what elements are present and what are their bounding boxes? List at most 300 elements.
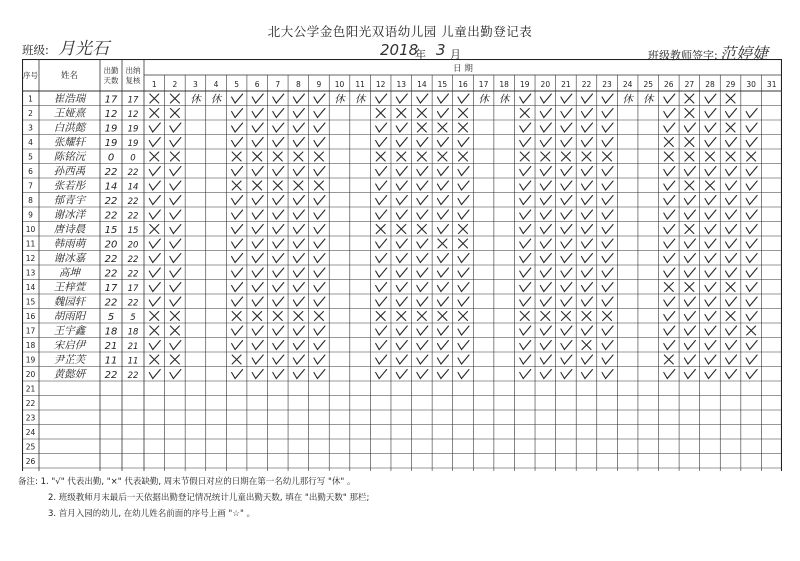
attendance-check-mark bbox=[664, 109, 675, 118]
attendance-check-mark bbox=[376, 268, 387, 277]
row-review-days: 19 bbox=[127, 124, 139, 135]
attendance-check-mark bbox=[520, 138, 531, 147]
attendance-check-mark bbox=[149, 138, 160, 147]
row-name-handwritten: 魏园轩 bbox=[53, 295, 86, 308]
header-day: 12 bbox=[375, 80, 386, 89]
attendance-check-mark bbox=[458, 297, 469, 306]
row-attend-days: 5 bbox=[107, 311, 115, 323]
attendance-check-mark bbox=[458, 341, 469, 350]
attendance-check-mark bbox=[314, 268, 325, 277]
attendance-check-mark bbox=[520, 326, 531, 335]
row-name-handwritten: 孙西禹 bbox=[53, 165, 86, 178]
row-review-days: 22 bbox=[127, 211, 139, 222]
attendance-check-mark bbox=[726, 138, 737, 147]
attendance-check-mark bbox=[561, 254, 572, 263]
holiday-mark: 休 bbox=[210, 93, 222, 106]
attendance-check-mark bbox=[581, 181, 592, 190]
attendance-check-mark bbox=[273, 239, 284, 248]
header-day: 15 bbox=[437, 80, 448, 89]
absence-cross-mark bbox=[685, 283, 694, 292]
attendance-check-mark bbox=[664, 297, 675, 306]
attendance-check-mark bbox=[149, 370, 160, 379]
attendance-check-mark bbox=[149, 123, 160, 132]
attendance-check-mark bbox=[602, 297, 613, 306]
attendance-check-mark bbox=[273, 210, 284, 219]
attendance-check-mark bbox=[581, 254, 592, 263]
attendance-check-mark bbox=[664, 341, 675, 350]
attendance-check-mark bbox=[746, 225, 757, 234]
header-day: 24 bbox=[622, 80, 633, 89]
absence-cross-mark bbox=[603, 312, 612, 321]
header-day: 29 bbox=[725, 80, 736, 89]
attendance-check-mark bbox=[746, 341, 757, 350]
attendance-check-mark bbox=[726, 297, 737, 306]
attendance-check-mark bbox=[293, 283, 304, 292]
attendance-check-mark bbox=[705, 254, 716, 263]
attendance-check-mark bbox=[664, 167, 675, 176]
header-day: 2 bbox=[172, 80, 178, 89]
row-name-handwritten: 高坤 bbox=[59, 266, 80, 279]
row-name-handwritten: 宋启伊 bbox=[53, 339, 86, 352]
attendance-check-mark bbox=[376, 283, 387, 292]
attendance-check-mark bbox=[520, 94, 531, 103]
attendance-check-mark bbox=[705, 123, 716, 132]
month-unit: 月 bbox=[450, 48, 461, 61]
attendance-check-mark bbox=[293, 225, 304, 234]
attendance-check-mark bbox=[273, 254, 284, 263]
attendance-check-mark bbox=[437, 326, 448, 335]
header-review-2: 复核 bbox=[125, 76, 141, 85]
attendance-check-mark bbox=[293, 210, 304, 219]
attendance-check-mark bbox=[561, 297, 572, 306]
absence-cross-mark bbox=[705, 152, 714, 161]
absence-cross-mark bbox=[438, 123, 447, 132]
attendance-check-mark bbox=[437, 138, 448, 147]
attendance-check-mark bbox=[149, 167, 160, 176]
absence-cross-mark bbox=[294, 152, 303, 161]
attendance-check-mark bbox=[437, 370, 448, 379]
header-day: 9 bbox=[316, 80, 322, 89]
absence-cross-mark bbox=[459, 225, 468, 234]
attendance-check-mark bbox=[170, 225, 181, 234]
attendance-check-mark bbox=[252, 355, 263, 364]
attendance-check-mark bbox=[726, 181, 737, 190]
row-seq: 17 bbox=[25, 326, 36, 336]
absence-cross-mark bbox=[232, 312, 241, 321]
header-day: 11 bbox=[355, 80, 365, 89]
attendance-check-mark bbox=[314, 196, 325, 205]
attendance-check-mark bbox=[273, 123, 284, 132]
row-name-handwritten: 唐诗晨 bbox=[53, 223, 86, 236]
absence-cross-mark bbox=[232, 181, 241, 190]
header-day: 13 bbox=[396, 80, 407, 89]
attendance-check-mark bbox=[252, 109, 263, 118]
row-attend-days: 22 bbox=[104, 253, 118, 265]
attendance-check-mark bbox=[314, 355, 325, 364]
absence-cross-mark bbox=[397, 109, 406, 118]
attendance-check-mark bbox=[602, 254, 613, 263]
attendance-check-mark bbox=[561, 123, 572, 132]
attendance-check-mark bbox=[540, 94, 551, 103]
row-review-days: 0 bbox=[130, 153, 136, 164]
attendance-check-mark bbox=[252, 283, 263, 292]
header-day: 31 bbox=[766, 80, 777, 89]
attendance-check-mark bbox=[664, 312, 675, 321]
header-day: 5 bbox=[234, 80, 240, 89]
attendance-check-mark bbox=[520, 239, 531, 248]
header-review-1: 出纳 bbox=[125, 66, 141, 75]
absence-cross-mark bbox=[150, 225, 159, 234]
absence-cross-mark bbox=[561, 152, 570, 161]
attendance-check-mark bbox=[684, 210, 695, 219]
attendance-check-mark bbox=[273, 283, 284, 292]
attendance-check-mark bbox=[273, 341, 284, 350]
attendance-check-mark bbox=[705, 138, 716, 147]
attendance-check-mark bbox=[293, 123, 304, 132]
header-day: 3 bbox=[193, 80, 198, 89]
attendance-check-mark bbox=[170, 297, 181, 306]
attendance-check-mark bbox=[293, 239, 304, 248]
absence-cross-mark bbox=[541, 152, 550, 161]
row-seq: 26 bbox=[25, 456, 36, 466]
attendance-check-mark bbox=[437, 341, 448, 350]
row-name-handwritten: 黄懿妍 bbox=[53, 368, 86, 381]
attendance-check-mark bbox=[273, 297, 284, 306]
attendance-check-mark bbox=[561, 94, 572, 103]
header-day: 23 bbox=[602, 80, 612, 89]
attendance-check-mark bbox=[581, 196, 592, 205]
attendance-check-mark bbox=[252, 138, 263, 147]
holiday-mark: 休 bbox=[190, 93, 201, 106]
attendance-check-mark bbox=[232, 109, 243, 118]
class-name-handwritten: 月光石 bbox=[58, 39, 109, 59]
row-review-days: 19 bbox=[127, 138, 139, 149]
absence-cross-mark bbox=[520, 312, 529, 321]
absence-cross-mark bbox=[376, 152, 385, 161]
row-name-handwritten: 白洪懿 bbox=[53, 121, 86, 134]
attendance-check-mark bbox=[746, 210, 757, 219]
attendance-check-mark bbox=[396, 283, 407, 292]
attendance-check-mark bbox=[581, 109, 592, 118]
attendance-check-mark bbox=[417, 355, 428, 364]
row-name-handwritten: 王娅熹 bbox=[53, 107, 86, 120]
attendance-check-mark bbox=[293, 326, 304, 335]
attendance-check-mark bbox=[273, 326, 284, 335]
row-name-handwritten: 郁青宇 bbox=[53, 194, 86, 207]
attendance-check-mark bbox=[437, 297, 448, 306]
attendance-check-mark bbox=[602, 283, 613, 292]
attendance-check-mark bbox=[602, 225, 613, 234]
attendance-check-mark bbox=[540, 167, 551, 176]
attendance-check-mark bbox=[376, 167, 387, 176]
absence-cross-mark bbox=[726, 283, 735, 292]
attendance-check-mark bbox=[664, 196, 675, 205]
attendance-check-mark bbox=[417, 341, 428, 350]
row-attend-days: 22 bbox=[104, 166, 118, 178]
row-attend-days: 17 bbox=[104, 282, 118, 294]
attendance-check-mark bbox=[664, 181, 675, 190]
attendance-check-mark bbox=[726, 225, 737, 234]
attendance-check-mark bbox=[252, 326, 263, 335]
attendance-check-mark bbox=[376, 254, 387, 263]
row-seq: 12 bbox=[25, 253, 36, 263]
attendance-check-mark bbox=[705, 196, 716, 205]
attendance-check-mark bbox=[520, 254, 531, 263]
header-day: 21 bbox=[561, 80, 571, 89]
month-handwritten: 3 bbox=[436, 41, 446, 59]
row-review-days: 15 bbox=[127, 225, 139, 236]
attendance-check-mark bbox=[684, 326, 695, 335]
attendance-check-mark bbox=[705, 341, 716, 350]
attendance-check-mark bbox=[602, 370, 613, 379]
attendance-check-mark bbox=[314, 254, 325, 263]
attendance-check-mark bbox=[252, 123, 263, 132]
attendance-check-mark bbox=[726, 109, 737, 118]
attendance-check-mark bbox=[458, 167, 469, 176]
attendance-check-mark bbox=[726, 254, 737, 263]
row-name-handwritten: 崔浩瑞 bbox=[53, 92, 86, 105]
attendance-check-mark bbox=[396, 181, 407, 190]
attendance-check-mark bbox=[149, 239, 160, 248]
absence-cross-mark bbox=[685, 94, 694, 103]
attendance-check-mark bbox=[314, 297, 325, 306]
attendance-check-mark bbox=[561, 181, 572, 190]
attendance-check-mark bbox=[602, 123, 613, 132]
attendance-check-mark bbox=[437, 225, 448, 234]
absence-cross-mark bbox=[417, 312, 426, 321]
row-review-days: 17 bbox=[127, 283, 139, 294]
row-attend-days: 11 bbox=[104, 355, 118, 367]
attendance-check-mark bbox=[273, 225, 284, 234]
absence-cross-mark bbox=[150, 109, 159, 118]
attendance-check-mark bbox=[252, 196, 263, 205]
attendance-check-mark bbox=[417, 196, 428, 205]
absence-cross-mark bbox=[685, 152, 694, 161]
header-day: 27 bbox=[684, 80, 695, 89]
absence-cross-mark bbox=[664, 283, 673, 292]
row-seq: 21 bbox=[25, 384, 36, 394]
header-day: 18 bbox=[499, 80, 509, 89]
header-seq: 序号 bbox=[23, 71, 38, 80]
row-seq: 24 bbox=[25, 427, 36, 437]
row-review-days: 12 bbox=[127, 109, 139, 120]
absence-cross-mark bbox=[376, 109, 385, 118]
attendance-check-mark bbox=[149, 254, 160, 263]
absence-cross-mark bbox=[314, 152, 323, 161]
attendance-check-mark bbox=[726, 268, 737, 277]
absence-cross-mark bbox=[397, 152, 406, 161]
header-day: 30 bbox=[746, 80, 756, 89]
attendance-check-mark bbox=[726, 196, 737, 205]
absence-cross-mark bbox=[253, 312, 262, 321]
row-review-days: 14 bbox=[127, 182, 139, 193]
attendance-check-mark bbox=[540, 326, 551, 335]
attendance-check-mark bbox=[664, 370, 675, 379]
absence-cross-mark bbox=[459, 239, 468, 248]
attendance-check-mark bbox=[293, 297, 304, 306]
row-review-days: 22 bbox=[127, 167, 139, 178]
attendance-check-mark bbox=[540, 239, 551, 248]
attendance-check-mark bbox=[705, 210, 716, 219]
attendance-check-mark bbox=[170, 138, 181, 147]
attendance-check-mark bbox=[232, 210, 243, 219]
attendance-check-mark bbox=[314, 326, 325, 335]
attendance-check-mark bbox=[746, 268, 757, 277]
absence-cross-mark bbox=[438, 152, 447, 161]
attendance-check-mark bbox=[581, 167, 592, 176]
attendance-check-mark bbox=[705, 370, 716, 379]
row-attend-days: 0 bbox=[107, 152, 115, 164]
row-name-handwritten: 谢冰洋 bbox=[53, 208, 86, 221]
attendance-check-mark bbox=[561, 370, 572, 379]
attendance-check-mark bbox=[458, 268, 469, 277]
attendance-check-mark bbox=[252, 167, 263, 176]
absence-cross-mark bbox=[273, 312, 282, 321]
attendance-check-mark bbox=[746, 181, 757, 190]
row-attend-days: 22 bbox=[104, 268, 118, 280]
absence-cross-mark bbox=[376, 312, 385, 321]
attendance-check-mark bbox=[684, 239, 695, 248]
row-attend-days: 15 bbox=[104, 224, 118, 236]
attendance-check-mark bbox=[293, 341, 304, 350]
attendance-check-mark bbox=[252, 225, 263, 234]
attendance-check-mark bbox=[149, 297, 160, 306]
absence-cross-mark bbox=[438, 312, 447, 321]
attendance-check-mark bbox=[437, 196, 448, 205]
row-seq: 6 bbox=[28, 166, 33, 176]
attendance-check-mark bbox=[684, 196, 695, 205]
attendance-check-mark bbox=[581, 210, 592, 219]
attendance-check-mark bbox=[376, 94, 387, 103]
attendance-check-mark bbox=[705, 297, 716, 306]
attendance-check-mark bbox=[540, 254, 551, 263]
attendance-check-mark bbox=[581, 123, 592, 132]
attendance-check-mark bbox=[437, 167, 448, 176]
attendance-check-mark bbox=[376, 123, 387, 132]
row-seq: 20 bbox=[25, 369, 36, 379]
attendance-check-mark bbox=[232, 225, 243, 234]
attendance-check-mark bbox=[232, 196, 243, 205]
row-name-handwritten: 胡雨阳 bbox=[53, 310, 86, 323]
attendance-check-mark bbox=[314, 109, 325, 118]
attendance-check-mark bbox=[581, 268, 592, 277]
absence-cross-mark bbox=[685, 181, 694, 190]
attendance-check-mark bbox=[520, 355, 531, 364]
row-review-days: 20 bbox=[127, 240, 139, 251]
attendance-check-mark bbox=[520, 370, 531, 379]
attendance-check-mark bbox=[417, 138, 428, 147]
holiday-mark: 休 bbox=[334, 93, 345, 106]
attendance-check-mark bbox=[376, 196, 387, 205]
attendance-check-mark bbox=[581, 370, 592, 379]
attendance-check-mark bbox=[705, 268, 716, 277]
attendance-check-mark bbox=[273, 109, 284, 118]
attendance-check-mark bbox=[314, 341, 325, 350]
attendance-check-mark bbox=[396, 210, 407, 219]
attendance-check-mark bbox=[293, 167, 304, 176]
row-seq: 1 bbox=[28, 94, 33, 104]
attendance-check-mark bbox=[520, 283, 531, 292]
attendance-check-mark bbox=[376, 341, 387, 350]
absence-cross-mark bbox=[294, 181, 303, 190]
attendance-check-mark bbox=[252, 210, 263, 219]
attendance-check-mark bbox=[746, 167, 757, 176]
row-seq: 9 bbox=[28, 210, 33, 220]
absence-cross-mark bbox=[150, 326, 159, 335]
attendance-check-mark bbox=[314, 225, 325, 234]
header-name: 姓名 bbox=[60, 71, 79, 81]
attendance-check-mark bbox=[293, 109, 304, 118]
attendance-check-mark bbox=[232, 94, 243, 103]
attendance-check-mark bbox=[417, 94, 428, 103]
attendance-check-mark bbox=[293, 196, 304, 205]
absence-cross-mark bbox=[747, 152, 756, 161]
attendance-check-mark bbox=[664, 239, 675, 248]
attendance-check-mark bbox=[170, 196, 181, 205]
attendance-check-mark bbox=[602, 268, 613, 277]
row-name-handwritten: 王梓萱 bbox=[53, 281, 86, 294]
row-review-days: 21 bbox=[127, 341, 139, 352]
attendance-check-mark bbox=[520, 225, 531, 234]
attendance-check-mark bbox=[705, 109, 716, 118]
attendance-check-mark bbox=[746, 312, 757, 321]
attendance-check-mark bbox=[726, 210, 737, 219]
attendance-check-mark bbox=[581, 355, 592, 364]
absence-cross-mark bbox=[459, 123, 468, 132]
attendance-check-mark bbox=[458, 283, 469, 292]
teacher-signature: 范婷婕 bbox=[720, 44, 769, 63]
attendance-check-mark bbox=[602, 109, 613, 118]
attendance-check-mark bbox=[540, 225, 551, 234]
row-attend-days: 19 bbox=[104, 137, 118, 149]
row-attend-days: 20 bbox=[104, 239, 118, 251]
attendance-check-mark bbox=[170, 210, 181, 219]
attendance-check-mark bbox=[684, 123, 695, 132]
note-line-3: 3. 首月入园的幼儿, 在幼儿姓名前面的序号上画 "☆" 。 bbox=[48, 509, 256, 519]
note-line-2: 2. 班级教师月末最后一天依据出勤登记情况统计儿童出勤天数, 填在 "出勤天数" 那栏; bbox=[48, 493, 370, 503]
attendance-check-mark bbox=[520, 167, 531, 176]
row-seq: 18 bbox=[25, 340, 36, 350]
attendance-check-mark bbox=[520, 297, 531, 306]
attendance-check-mark bbox=[664, 268, 675, 277]
absence-cross-mark bbox=[314, 312, 323, 321]
attendance-check-mark bbox=[561, 225, 572, 234]
attendance-check-mark bbox=[252, 370, 263, 379]
header-day: 16 bbox=[458, 80, 468, 89]
attendance-check-mark bbox=[540, 268, 551, 277]
attendance-check-mark bbox=[396, 196, 407, 205]
attendance-check-mark bbox=[540, 196, 551, 205]
attendance-check-mark bbox=[458, 210, 469, 219]
attendance-check-mark bbox=[664, 254, 675, 263]
row-review-days: 5 bbox=[130, 312, 136, 323]
holiday-mark: 休 bbox=[478, 93, 489, 106]
row-name-handwritten: 张若彤 bbox=[53, 179, 86, 192]
attendance-check-mark bbox=[705, 225, 716, 234]
attendance-check-mark bbox=[602, 239, 613, 248]
attendance-check-mark bbox=[396, 239, 407, 248]
attendance-check-mark bbox=[376, 370, 387, 379]
attendance-check-mark bbox=[437, 109, 448, 118]
header-attend-2: 天数 bbox=[103, 76, 119, 85]
row-attend-days: 22 bbox=[104, 369, 118, 381]
year-handwritten: 2018 bbox=[380, 41, 419, 59]
attendance-check-mark bbox=[561, 355, 572, 364]
attendance-check-mark bbox=[314, 167, 325, 176]
absence-cross-mark bbox=[294, 312, 303, 321]
attendance-check-mark bbox=[746, 370, 757, 379]
attendance-check-mark bbox=[602, 210, 613, 219]
